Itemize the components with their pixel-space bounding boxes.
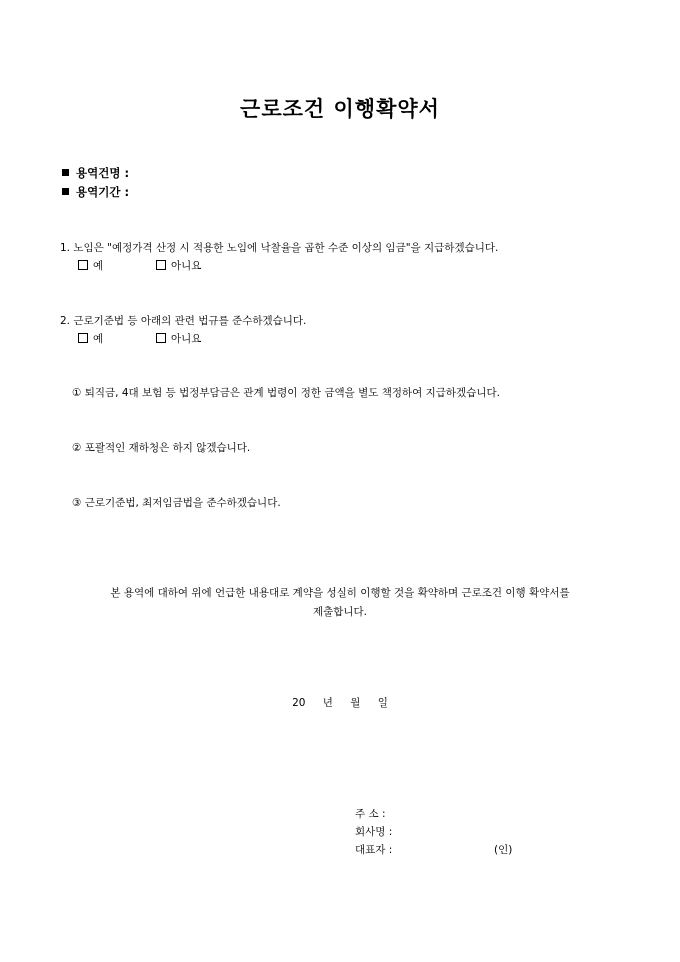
closing-statement [0,584,680,622]
address-label: 주 소 : [355,808,386,820]
question-1: 1. 노임은 "예정가격 산정 시 적용한 노임에 낙찰율을 곱한 수준 이상의 임금"을 지급하겠습니다. [60,242,499,254]
project-period-label: 용역기간 : [76,185,130,199]
seal-mark: (인) [494,844,513,856]
document-title: 근로조건 이행확약서 [240,97,440,121]
q1-no-option[interactable] [156,258,201,273]
project-period-row [62,184,129,200]
date-line: 20 년 월 일 [292,697,388,709]
q1-no-label: 아니요 [171,260,202,272]
q2-yes-option[interactable] [78,331,103,346]
checkbox-icon[interactable] [78,260,88,270]
bullet-square-icon [62,188,69,195]
closing-line-1: 본 용역에 대하여 위에 언급한 내용대로 계약을 성실히 이행할 것을 확약하며 근로조건 이행 확약서를 [110,587,570,599]
checkbox-icon[interactable] [156,333,166,343]
q2-yes-label: 예 [93,333,104,345]
clause-2: ② 포괄적인 재하청은 하지 않겠습니다. [72,442,251,454]
project-name-row [62,165,129,181]
bullet-square-icon [62,169,69,176]
clause-1: ① 퇴직금, 4대 보험 등 법정부담금은 관계 법령이 정한 금액을 별도 책정하여 지급하겠습니다. [72,387,500,399]
project-name-label: 용역건명 : [76,166,130,180]
checkbox-icon[interactable] [156,260,166,270]
clause-3: ③ 근로기준법, 최저임금법을 준수하겠습니다. [72,497,281,509]
q2-no-option[interactable] [156,331,201,346]
ceo-label: 대표자 : [355,844,393,856]
q1-yes-option[interactable] [78,258,103,273]
company-label: 회사명 : [355,826,393,838]
checkbox-icon[interactable] [78,333,88,343]
q2-no-label: 아니요 [171,333,202,345]
question-2: 2. 근로기준법 등 아래의 관련 법규를 준수하겠습니다. [60,315,307,327]
closing-line-2: 제출합니다. [312,606,368,618]
q1-yes-label: 예 [93,260,104,272]
